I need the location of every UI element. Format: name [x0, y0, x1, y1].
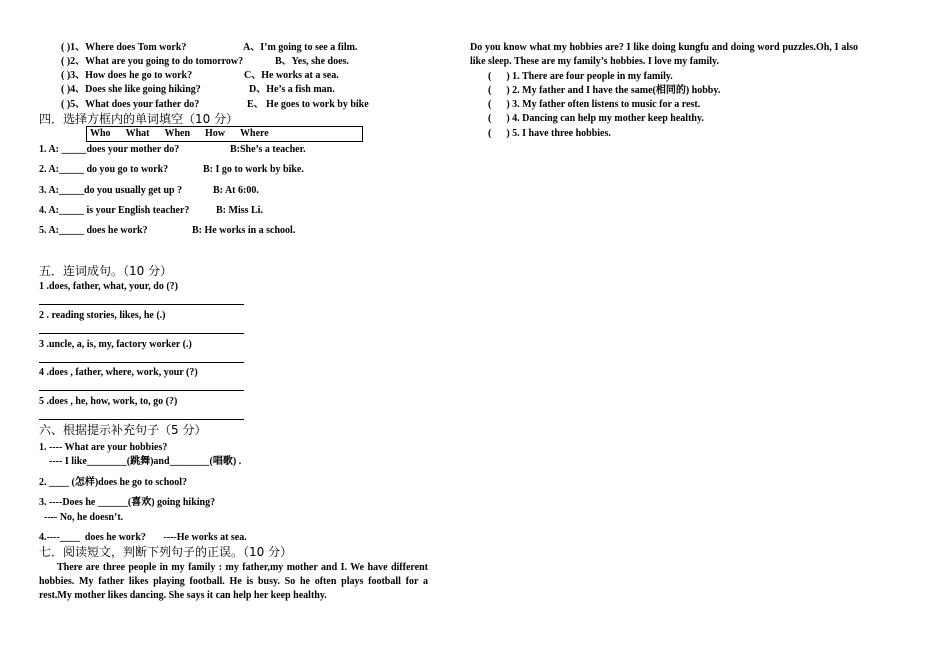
match-answer-d: D、He’s a fish man. — [249, 84, 335, 95]
match-question: What are you going to do tomorrow? — [85, 56, 244, 67]
match-item-1 — [61, 42, 186, 54]
s6-line-2[interactable]: ---- I like________(跳舞)and________(唱歌) . — [39, 456, 242, 467]
match-item-4 — [61, 84, 201, 96]
answer-line-3[interactable] — [39, 362, 244, 363]
match-answer-c: C、He works at a sea. — [244, 70, 339, 81]
tf-statement-2[interactable]: ( ) 2. My father and I have the same(相同的) hobby. — [488, 85, 721, 96]
tf-statement-4[interactable]: ( ) 4. Dancing can help my mother keep healthy. — [488, 113, 704, 124]
match-question: Where does Tom work? — [85, 42, 187, 53]
s6-line-3[interactable]: 2. ____ (怎样)does he go to school? — [39, 477, 188, 488]
section7-title: 七．阅读短文，判断下列句子的正误。（10 分） — [39, 545, 293, 559]
answer-line-5[interactable] — [39, 419, 244, 420]
s4-question-5[interactable]: 5. A:_____ does he work? — [39, 225, 148, 236]
word-box-item: Who — [90, 128, 111, 139]
match-paren[interactable]: ( )3、 — [61, 70, 86, 81]
word-box-item: How — [205, 128, 226, 139]
s6-line-1: 1. ---- What are your hobbies? — [39, 442, 168, 453]
s5-prompt-1: 1 .does, father, what, your, do (?) — [39, 281, 178, 292]
match-question: Does she like going hiking? — [85, 84, 201, 95]
s6-line-5: ---- No, he doesn’t. — [39, 512, 124, 523]
tf-statement-3[interactable]: ( ) 3. My father often listens to music for a rest. — [488, 99, 701, 110]
section6-title-main: 六、根据提示补充句子（ — [39, 423, 172, 437]
s5-prompt-3: 3 .uncle, a, is, my, factory worker (.) — [39, 339, 192, 350]
s4-answer-4: B: Miss Li. — [216, 205, 263, 216]
s4-answer-2: B: I go to work by bike. — [203, 164, 304, 175]
word-box-item: Where — [240, 128, 269, 139]
section5-title: 五．连词成句。（10 分） — [39, 264, 173, 278]
s4-question-2[interactable]: 2. A:_____ do you go to work? — [39, 164, 169, 175]
word-box — [86, 126, 363, 142]
s4-question-1[interactable]: 1. A: _____does your mother do? — [39, 144, 180, 155]
match-answer-b: B、Yes, she does. — [275, 56, 349, 67]
s4-answer-1: B:She’s a teacher. — [230, 144, 306, 155]
match-answer-e: E、 He goes to work by bike — [247, 99, 369, 110]
match-question: How does he go to work? — [85, 70, 193, 81]
s4-answer-5: B: He works in a school. — [192, 225, 296, 236]
tf-statement-5[interactable]: ( ) 5. I have three hobbies. — [488, 128, 611, 139]
match-paren[interactable]: ( )2、 — [61, 56, 86, 67]
word-box-item: What — [125, 128, 150, 139]
answer-line-4[interactable] — [39, 390, 244, 391]
s4-answer-3: B: At 6:00. — [213, 185, 259, 196]
s5-prompt-4: 4 .does , father, where, work, your (?) — [39, 367, 198, 378]
s6-line-4[interactable]: 3. ----Does he ______(喜欢) going hiking? — [39, 497, 216, 508]
match-item-3 — [61, 70, 192, 82]
answer-line-1[interactable] — [39, 304, 244, 305]
s5-prompt-5: 5 .does , he, how, work, to, go (?) — [39, 396, 178, 407]
section6-title-score: 5 分） — [171, 423, 207, 437]
section6-title — [39, 423, 206, 437]
section4-title: 四．选择方框内的单词填空（10 分） — [39, 112, 239, 126]
match-question: What does your father do? — [85, 99, 200, 110]
match-paren[interactable]: ( )4、 — [61, 84, 86, 95]
s5-prompt-2: 2 . reading stories, likes, he (.) — [39, 310, 166, 321]
passage-right: Do you know what my hobbies are? I like doing kungfu and doing word puzzles.Oh, I also like sleep. These are my family’s hobbies. I love my family. — [470, 42, 858, 67]
match-paren[interactable]: ( )1、 — [61, 42, 86, 53]
match-item-2 — [61, 56, 243, 68]
word-box-item: When — [164, 128, 191, 139]
s6-line-6[interactable]: 4.----____ does he work? ----He works at sea. — [39, 532, 247, 543]
match-item-5 — [61, 99, 199, 111]
match-paren[interactable]: ( )5、 — [61, 99, 86, 110]
passage-left: There are three people in my family : my father,my mother and I. We have different hobbies. My father likes playing football. He is busy. So he often plays football for a rest.My mother likes dancing. She says it can help her keep healthy. — [39, 562, 428, 601]
match-answer-a: A、I’m going to see a film. — [243, 42, 358, 53]
tf-statement-1[interactable]: ( ) 1. There are four people in my family. — [488, 71, 673, 82]
s4-question-3[interactable]: 3. A:_____do you usually get up ? — [39, 185, 183, 196]
s4-question-4[interactable]: 4. A:_____ is your English teacher? — [39, 205, 190, 216]
answer-line-2[interactable] — [39, 333, 244, 334]
